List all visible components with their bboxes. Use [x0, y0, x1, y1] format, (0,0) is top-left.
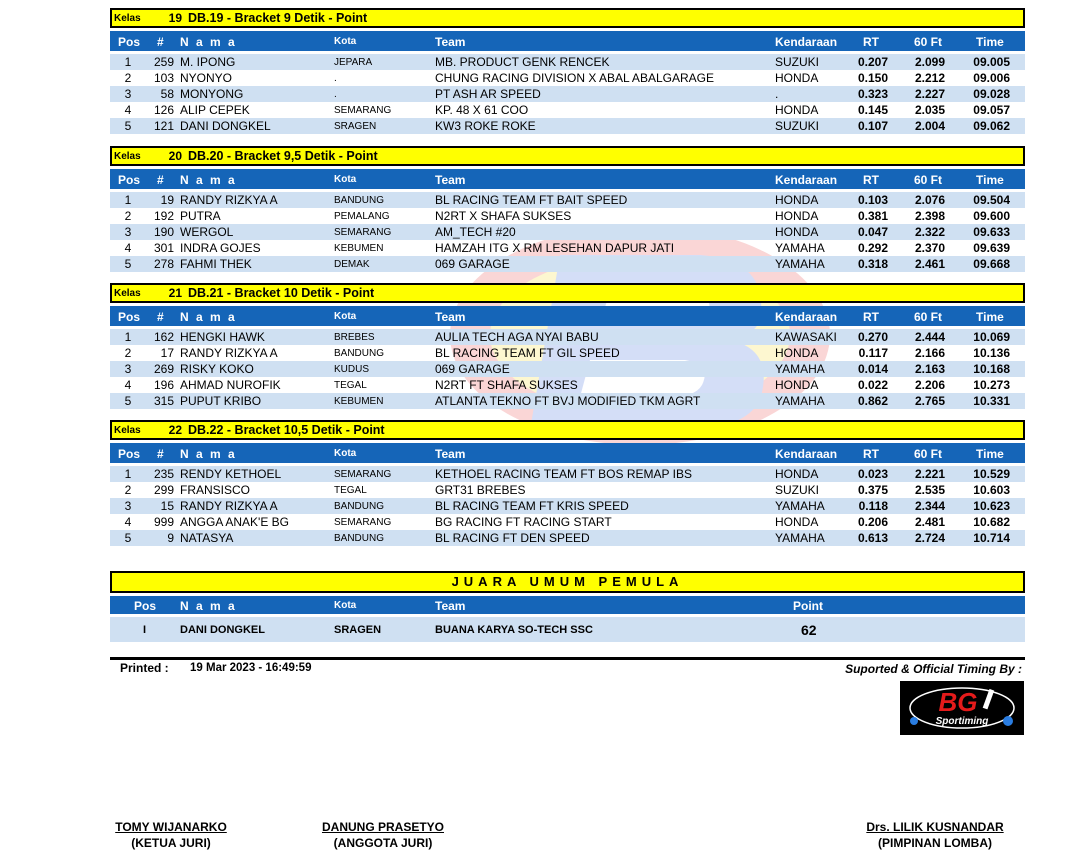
col-60ft: 60 Ft	[914, 35, 943, 49]
row-pos: 5	[124, 119, 132, 133]
row-number: 269	[153, 362, 174, 376]
class-title-bar	[110, 420, 1025, 440]
row-rt: 0.103	[857, 193, 888, 207]
row-rt: 0.270	[857, 330, 888, 344]
row-team: ATLANTA TEKNO FT BVJ MODIFIED TKM AGRT	[435, 394, 701, 408]
row-name: M. IPONG	[180, 55, 236, 69]
table-header	[110, 31, 1025, 51]
row-pos: 1	[124, 330, 132, 344]
row-number: 9	[167, 531, 174, 545]
signature-block	[108, 820, 234, 850]
col-time: Time	[976, 35, 1004, 49]
row-pos: 2	[124, 346, 132, 360]
signatory-role: (PIMPINAN LOMBA)	[878, 836, 992, 850]
row-60ft: 2.344	[914, 499, 945, 513]
row-name: ANGGA ANAK'E BG	[180, 515, 289, 529]
table-row	[110, 514, 1025, 530]
row-number: 278	[153, 257, 174, 271]
table-row	[110, 393, 1025, 409]
row-pos: 3	[124, 87, 132, 101]
result-rows	[110, 54, 1025, 134]
row-number: 301	[153, 241, 174, 255]
table-row	[110, 256, 1025, 272]
row-name: PUPUT KRIBO	[180, 394, 262, 408]
row-number: 103	[153, 71, 174, 85]
row-rt: 0.118	[858, 499, 888, 513]
row-city: BANDUNG	[334, 533, 385, 544]
table-row	[110, 498, 1025, 514]
col-pos: Pos	[118, 173, 141, 187]
row-city: SEMARANG	[334, 517, 392, 528]
class-title: DB.21 - Bracket 10 Detik - Point	[188, 286, 375, 300]
row-rt: 0.014	[857, 362, 888, 376]
class-section	[110, 8, 1025, 134]
row-time: 10.623	[973, 499, 1010, 513]
row-vehicle: HONDA	[775, 346, 819, 360]
row-number: 999	[153, 515, 174, 529]
row-time: 09.062	[973, 119, 1010, 133]
col-rt: RT	[863, 173, 879, 187]
row-rt: 0.117	[858, 346, 888, 360]
row-pos: 3	[124, 225, 132, 239]
row-rt: 0.023	[857, 467, 888, 481]
row-vehicle: SUZUKI	[775, 483, 820, 497]
row-city: SRAGEN	[334, 121, 377, 132]
row-rt: 0.145	[857, 103, 888, 117]
row-team: AULIA TECH AGA NYAI BABU	[435, 330, 599, 344]
row-vehicle: SUZUKI	[775, 55, 820, 69]
row-city: KEBUMEN	[334, 396, 384, 407]
champion-pos: I	[143, 624, 147, 636]
row-rt: 0.150	[857, 71, 888, 85]
row-60ft: 2.099	[914, 55, 945, 69]
result-rows	[110, 192, 1025, 272]
class-title-bar	[110, 283, 1025, 303]
row-60ft: 2.227	[914, 87, 945, 101]
row-rt: 0.375	[857, 483, 888, 497]
table-row	[110, 192, 1025, 208]
col-city: Kota	[334, 174, 357, 185]
table-row	[110, 208, 1025, 224]
table-row	[110, 377, 1025, 393]
table-row	[110, 102, 1025, 118]
row-vehicle: HONDA	[775, 193, 819, 207]
row-number: 259	[153, 55, 174, 69]
row-60ft: 2.206	[914, 378, 945, 392]
signature-block	[856, 820, 1014, 850]
table-row	[110, 361, 1025, 377]
col-pos: Pos	[134, 599, 157, 613]
row-rt: 0.207	[857, 55, 888, 69]
footer-divider	[110, 657, 1025, 660]
row-vehicle: KAWASAKI	[775, 330, 837, 344]
row-pos: 3	[124, 362, 132, 376]
champion-table-header	[110, 596, 1025, 614]
row-team: N2RT X SHAFA SUKSES	[435, 209, 572, 223]
row-name: RISKY KOKO	[180, 362, 254, 376]
table-row	[110, 118, 1025, 134]
row-vehicle: YAMAHA	[775, 257, 825, 271]
row-vehicle: .	[775, 87, 779, 101]
row-vehicle: HONDA	[775, 515, 819, 529]
row-name: DANI DONGKEL	[180, 119, 271, 133]
class-title: DB.20 - Bracket 9,5 Detik - Point	[188, 149, 378, 163]
row-60ft: 2.481	[914, 515, 945, 529]
row-team: BL RACING TEAM FT KRIS SPEED	[435, 499, 629, 513]
col-team: Team	[435, 35, 466, 49]
row-city: SEMARANG	[334, 227, 392, 238]
row-city: KEBUMEN	[334, 243, 384, 254]
row-team: KETHOEL RACING TEAM FT BOS REMAP IBS	[435, 467, 692, 481]
class-section	[110, 420, 1025, 546]
row-number: 235	[153, 467, 174, 481]
table-header	[110, 169, 1025, 189]
signature-block	[316, 820, 450, 850]
table-row	[110, 482, 1025, 498]
row-name: NYONYO	[180, 71, 233, 85]
row-time: 09.028	[973, 87, 1010, 101]
col-pos: Pos	[118, 310, 141, 324]
row-60ft: 2.398	[914, 209, 945, 223]
class-label: Kelas	[114, 287, 141, 299]
col-time: Time	[976, 447, 1004, 461]
row-rt: 0.323	[857, 87, 888, 101]
table-row	[110, 329, 1025, 345]
row-number: 196	[153, 378, 174, 392]
row-60ft: 2.535	[914, 483, 945, 497]
row-vehicle: HONDA	[775, 378, 819, 392]
class-section	[110, 146, 1025, 272]
col-time: Time	[976, 310, 1004, 324]
row-time: 09.006	[973, 71, 1010, 85]
table-header	[110, 306, 1025, 326]
row-time: 09.504	[973, 193, 1010, 207]
row-number: 192	[153, 209, 174, 223]
row-pos: 2	[124, 209, 132, 223]
table-row	[110, 54, 1025, 70]
row-vehicle: YAMAHA	[775, 241, 825, 255]
signatory-role: (ANGGOTA JURI)	[333, 836, 433, 850]
champion-team: BUANA KARYA SO-TECH SSC	[435, 624, 593, 636]
col-team: Team	[435, 310, 466, 324]
row-number: 15	[160, 499, 174, 513]
row-team: BL RACING TEAM FT GIL SPEED	[435, 346, 620, 360]
row-name: NATASYA	[180, 531, 234, 545]
row-pos: 5	[124, 257, 132, 271]
col-name: N a m a	[180, 35, 237, 49]
row-name: INDRA GOJES	[180, 241, 261, 255]
row-team: N2RT FT SHAFA SUKSES	[435, 378, 578, 392]
row-city: BREBES	[334, 332, 375, 343]
col-rt: RT	[863, 447, 879, 461]
row-city: SEMARANG	[334, 469, 392, 480]
row-city: BANDUNG	[334, 501, 385, 512]
row-vehicle: YAMAHA	[775, 499, 825, 513]
row-pos: 1	[124, 193, 132, 207]
row-number: 19	[160, 193, 174, 207]
row-pos: 4	[124, 241, 132, 255]
row-time: 10.682	[973, 515, 1010, 529]
row-time: 10.273	[973, 378, 1010, 392]
class-title-bar	[110, 146, 1025, 166]
row-rt: 0.381	[857, 209, 888, 223]
row-60ft: 2.076	[914, 193, 945, 207]
col-vehicle: Kendaraan	[775, 35, 838, 49]
signatory-name: Drs. LILIK KUSNANDAR	[866, 820, 1004, 834]
col-name: N a m a	[180, 447, 237, 461]
row-number: 17	[160, 346, 174, 360]
class-label: Kelas	[114, 424, 141, 436]
row-number: 126	[153, 103, 174, 117]
row-rt: 0.292	[857, 241, 888, 255]
row-time: 09.005	[973, 55, 1010, 69]
row-team: PT ASH AR SPEED	[435, 87, 541, 101]
row-60ft: 2.035	[914, 103, 945, 117]
row-number: 190	[153, 225, 174, 239]
col-city: Kota	[334, 448, 357, 459]
col-60ft: 60 Ft	[914, 310, 943, 324]
row-name: WERGOL	[180, 225, 234, 239]
table-header	[110, 443, 1025, 463]
row-name: RANDY RIZKYA A	[180, 346, 278, 360]
row-pos: 5	[124, 394, 132, 408]
class-title: DB.22 - Bracket 10,5 Detik - Point	[188, 423, 385, 437]
table-row	[110, 345, 1025, 361]
class-title: DB.19 - Bracket 9 Detik - Point	[188, 11, 368, 25]
row-team: GRT31 BREBES	[435, 483, 526, 497]
champion-point: 62	[801, 622, 817, 638]
row-vehicle: HONDA	[775, 103, 819, 117]
row-vehicle: HONDA	[775, 467, 819, 481]
row-team: CHUNG RACING DIVISION X ABAL ABALGARAGE	[435, 71, 714, 85]
row-team: MB. PRODUCT GENK RENCEK	[435, 55, 610, 69]
row-rt: 0.862	[857, 394, 888, 408]
class-section	[110, 283, 1025, 409]
row-time: 10.136	[973, 346, 1010, 360]
col-vehicle: Kendaraan	[775, 447, 838, 461]
row-rt: 0.613	[857, 531, 888, 545]
row-pos: 4	[124, 515, 132, 529]
signatory-name: TOMY WIJANARKO	[115, 820, 227, 834]
printed-timestamp: 19 Mar 2023 - 16:49:59	[190, 662, 312, 674]
bg-sportiming-logo	[900, 681, 1024, 735]
row-time: 09.633	[973, 225, 1010, 239]
col-team: Team	[435, 599, 466, 613]
row-name: RANDY RIZKYA A	[180, 193, 278, 207]
row-city: BANDUNG	[334, 195, 385, 206]
row-number: 299	[153, 483, 174, 497]
row-60ft: 2.166	[914, 346, 945, 360]
col-city: Kota	[334, 36, 357, 47]
col-pos: Pos	[118, 447, 141, 461]
row-city: .	[334, 73, 337, 84]
col-team: Team	[435, 447, 466, 461]
row-rt: 0.318	[857, 257, 888, 271]
row-city: DEMAK	[334, 259, 370, 270]
row-60ft: 2.461	[914, 257, 945, 271]
row-time: 10.069	[973, 330, 1010, 344]
row-city: TEGAL	[334, 485, 367, 496]
row-city: PEMALANG	[334, 211, 390, 222]
table-row	[110, 86, 1025, 102]
row-number: 121	[153, 119, 174, 133]
row-name: RANDY RIZKYA A	[180, 499, 278, 513]
row-team: 069 GARAGE	[435, 257, 510, 271]
col-number: #	[157, 173, 164, 187]
table-row	[110, 530, 1025, 546]
col-city: Kota	[334, 600, 357, 611]
row-vehicle: YAMAHA	[775, 531, 825, 545]
row-team: HAMZAH ITG X RM LESEHAN DAPUR JATI	[435, 241, 675, 255]
col-name: N a m a	[180, 173, 237, 187]
overall-champion-title: JUARA UMUM PEMULA	[110, 571, 1025, 593]
col-60ft: 60 Ft	[914, 173, 943, 187]
table-row	[110, 240, 1025, 256]
col-vehicle: Kendaraan	[775, 310, 838, 324]
col-rt: RT	[863, 35, 879, 49]
row-time: 10.168	[973, 362, 1010, 376]
row-time: 09.668	[973, 257, 1010, 271]
row-60ft: 2.163	[914, 362, 945, 376]
col-pos: Pos	[118, 35, 141, 49]
col-point: Point	[793, 599, 823, 613]
champion-name: DANI DONGKEL	[180, 624, 265, 636]
row-vehicle: SUZUKI	[775, 119, 820, 133]
row-60ft: 2.724	[914, 531, 945, 545]
svg-text:BG: BG	[938, 687, 978, 717]
row-rt: 0.047	[857, 225, 888, 239]
row-60ft: 2.322	[914, 225, 945, 239]
result-rows	[110, 466, 1025, 546]
class-number: 20	[168, 149, 182, 163]
row-pos: 5	[124, 531, 132, 545]
row-60ft: 2.004	[914, 119, 945, 133]
col-team: Team	[435, 173, 466, 187]
row-60ft: 2.370	[914, 241, 945, 255]
row-name: RENDY KETHOEL	[180, 467, 282, 481]
champion-city: SRAGEN	[334, 624, 382, 636]
col-time: Time	[976, 173, 1004, 187]
row-team: BL RACING TEAM FT BAIT SPEED	[435, 193, 628, 207]
col-name: N a m a	[180, 310, 237, 324]
row-city: .	[334, 89, 337, 100]
row-vehicle: HONDA	[775, 225, 819, 239]
row-name: ALIP CEPEK	[180, 103, 250, 117]
row-time: 10.529	[973, 467, 1010, 481]
col-60ft: 60 Ft	[914, 447, 943, 461]
row-rt: 0.206	[857, 515, 888, 529]
class-label: Kelas	[114, 150, 141, 162]
col-number: #	[157, 310, 164, 324]
row-time: 09.057	[973, 103, 1010, 117]
row-team: 069 GARAGE	[435, 362, 510, 376]
row-60ft: 2.444	[914, 330, 945, 344]
col-vehicle: Kendaraan	[775, 173, 838, 187]
row-60ft: 2.221	[914, 467, 945, 481]
row-pos: 2	[124, 71, 132, 85]
row-team: BL RACING FT DEN SPEED	[435, 531, 590, 545]
class-number: 22	[168, 423, 182, 437]
champion-row	[110, 617, 1025, 642]
row-pos: 3	[124, 499, 132, 513]
row-rt: 0.107	[857, 119, 888, 133]
row-pos: 1	[124, 467, 132, 481]
row-vehicle: YAMAHA	[775, 362, 825, 376]
row-name: AHMAD NUROFIK	[180, 378, 281, 392]
row-number: 162	[153, 330, 174, 344]
signatory-name: DANUNG PRASETYO	[321, 820, 444, 834]
row-team: KP. 48 X 61 COO	[435, 103, 529, 117]
row-city: SEMARANG	[334, 105, 392, 116]
row-city: TEGAL	[334, 380, 367, 391]
printed-label: Printed :	[120, 661, 169, 675]
class-number: 19	[168, 11, 182, 25]
row-time: 09.600	[973, 209, 1010, 223]
row-number: 58	[160, 87, 174, 101]
row-pos: 1	[124, 55, 132, 69]
row-name: MONYONG	[180, 87, 244, 101]
row-pos: 2	[124, 483, 132, 497]
result-rows	[110, 329, 1025, 409]
row-name: FRANSISCO	[180, 483, 251, 497]
row-time: 10.603	[973, 483, 1010, 497]
col-number: #	[157, 35, 164, 49]
row-vehicle: HONDA	[775, 209, 819, 223]
row-time: 09.639	[973, 241, 1010, 255]
row-vehicle: HONDA	[775, 71, 819, 85]
row-time: 10.714	[973, 531, 1010, 545]
signatory-role: (KETUA JURI)	[131, 836, 211, 850]
col-rt: RT	[863, 310, 879, 324]
row-city: BANDUNG	[334, 348, 385, 359]
table-row	[110, 466, 1025, 482]
col-city: Kota	[334, 311, 357, 322]
row-60ft: 2.212	[914, 71, 945, 85]
class-number: 21	[168, 286, 182, 300]
row-team: AM_TECH #20	[435, 225, 516, 239]
row-vehicle: YAMAHA	[775, 394, 825, 408]
row-team: BG RACING FT RACING START	[435, 515, 612, 529]
row-pos: 4	[124, 378, 132, 392]
class-label: Kelas	[114, 12, 141, 24]
table-row	[110, 70, 1025, 86]
col-number: #	[157, 447, 164, 461]
row-city: JEPARA	[334, 57, 373, 68]
row-60ft: 2.765	[914, 394, 945, 408]
row-number: 315	[153, 394, 174, 408]
row-name: PUTRA	[180, 209, 221, 223]
row-name: HENGKI HAWK	[180, 330, 265, 344]
row-rt: 0.022	[857, 378, 888, 392]
supported-by-label: Suported & Official Timing By :	[845, 662, 1022, 676]
class-title-bar	[110, 8, 1025, 28]
table-row	[110, 224, 1025, 240]
col-name: N a m a	[180, 599, 237, 613]
row-pos: 4	[124, 103, 132, 117]
row-team: KW3 ROKE ROKE	[435, 119, 536, 133]
row-city: KUDUS	[334, 364, 370, 375]
svg-text:Sportiming: Sportiming	[935, 716, 989, 727]
row-time: 10.331	[973, 394, 1010, 408]
row-name: FAHMI THEK	[180, 257, 252, 271]
